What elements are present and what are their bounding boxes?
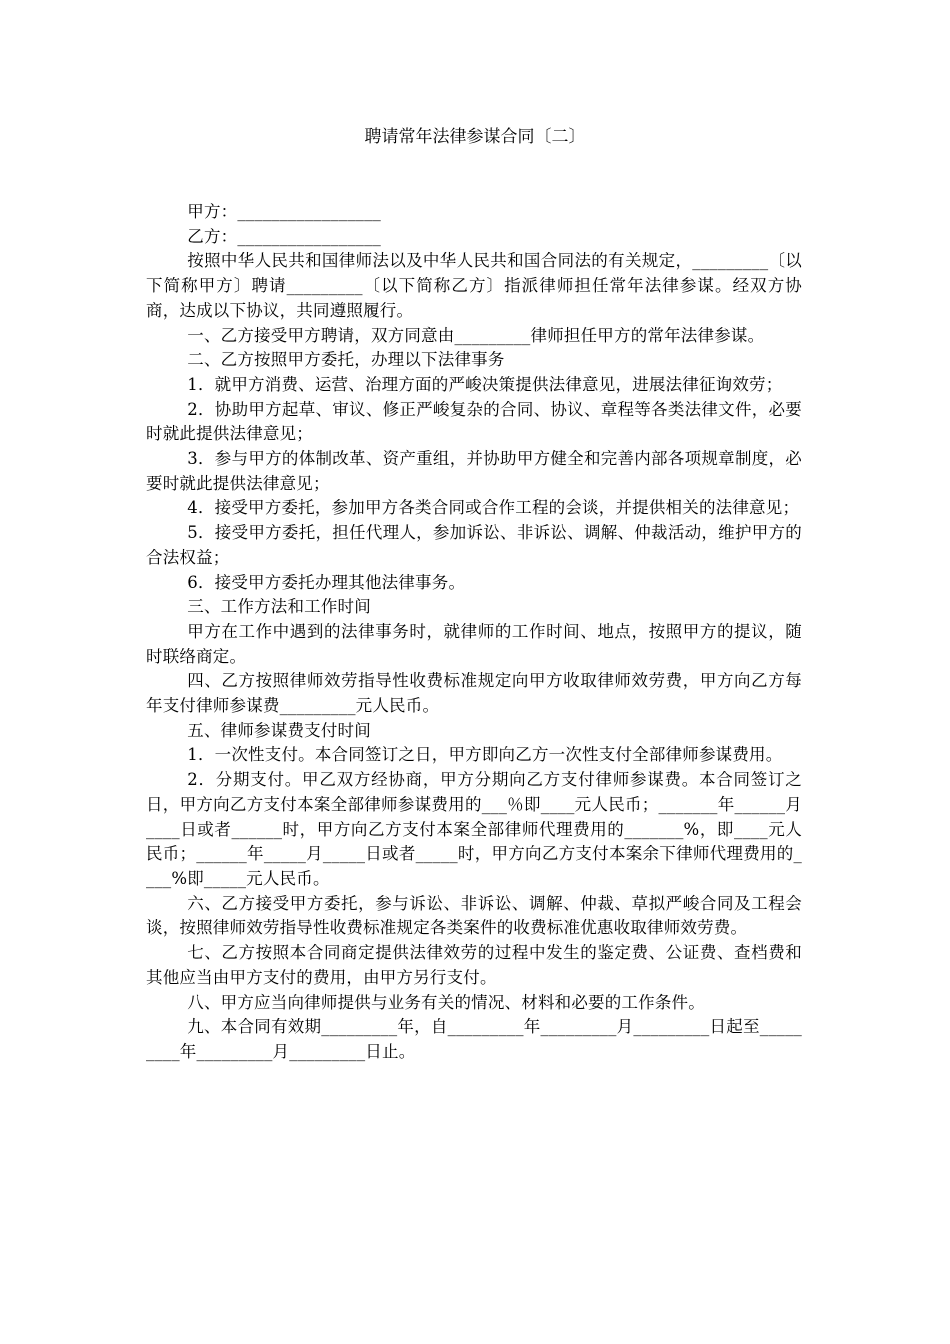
party-b-line: 乙方：_________________ [187,226,381,246]
clause-2-heading: 二、乙方按照甲方委托，办理以下法律事务 [187,350,505,370]
party-a-line: 甲方：_________________ [187,202,381,221]
clause-8: 八、甲方应当向律师提供与业务有关的情况、材料和必要的工作条件。 [187,992,705,1012]
preamble-paragraph: 按照中华人民共和国律师法以及中华人民共和国合同法的有关规定，_________〔以下简称甲方〕聘请_________〔以下简称乙方〕指派律师担任常年法律参谋。经双方协商，达成以下协议，共同遵照履行。 [146,251,802,320]
clause-2-item-2: 2．协助甲方起草、审议、修正严峻复杂的合同、协议、章程等各类法律文件，必要时就此提供法律意见； [146,399,802,444]
clause-5-item-2: 2．分期支付。甲乙双方经协商，甲方分期向乙方支付律师参谋费。本合同签订之日，甲方向乙方支付本案全部律师参谋费用的___％即____元人民币；_______年______月____日或者______时，甲方向乙方支付本案全部律师代理费用的_______%，即____元人民币；______年_____月_____日或者_____时，甲方向乙方支付本案余下律师代理费用的____%即_____元人民币。 [146,770,802,888]
clause-2-item-5: 5．接受甲方委托，担任代理人，参加诉讼、非诉讼、调解、仲裁活动，维护甲方的合法权益； [146,523,802,567]
clause-3-body: 甲方在工作中遇到的法律事务时，就律师的工作时间、地点，按照甲方的提议，随时联络商定。 [146,621,802,666]
clause-4: 四、乙方按照律师效劳指导性收费标准规定向甲方收取律师效劳费，甲方向乙方每年支付律师参谋费_________元人民币。 [146,671,802,716]
clause-3-heading: 三、工作方法和工作时间 [187,597,371,617]
clause-2-item-3: 3．参与甲方的体制改革、资产重组，并协助甲方健全和完善内部各项规章制度，必要时就此提供法律意见； [146,449,802,493]
clause-2-item-1: 1．就甲方消费、运营、治理方面的严峻决策提供法律意见，进展法律征询效劳； [187,374,783,394]
clause-1: 一、乙方接受甲方聘请，双方同意由_________律师担任甲方的常年法律参谋。 [187,325,765,345]
clause-9: 九、本合同有效期_________年，自_________年_________月_________日起至_________年_________月_________日止。 [146,1017,802,1061]
clause-2-item-6: 6．接受甲方委托办理其他法律事务。 [187,572,466,592]
clause-6: 六、乙方接受甲方委托，参与诉讼、非诉讼、调解、仲裁、草拟严峻合同及工程会谈，按照律师效劳指导性收费标准规定各类案件的收费标准优惠收取律师效劳费。 [146,893,802,938]
clause-2-item-4: 4．接受甲方委托，参加甲方各类合同或合作工程的会谈，并提供相关的法律意见； [187,498,800,518]
document-title: 聘请常年法律参谋合同〔二〕 [364,127,586,147]
clause-5-heading: 五、律师参谋费支付时间 [187,720,371,740]
clause-7: 七、乙方按照本合同商定提供法律效劳的过程中发生的鉴定费、公证费、查档费和其他应当由甲方支付的费用，由甲方另行支付。 [146,943,802,987]
clause-5-item-1: 1．一次性支付。本合同签订之日，甲方即向乙方一次性支付全部律师参谋费用。 [187,745,783,765]
document-body [146,200,802,1065]
